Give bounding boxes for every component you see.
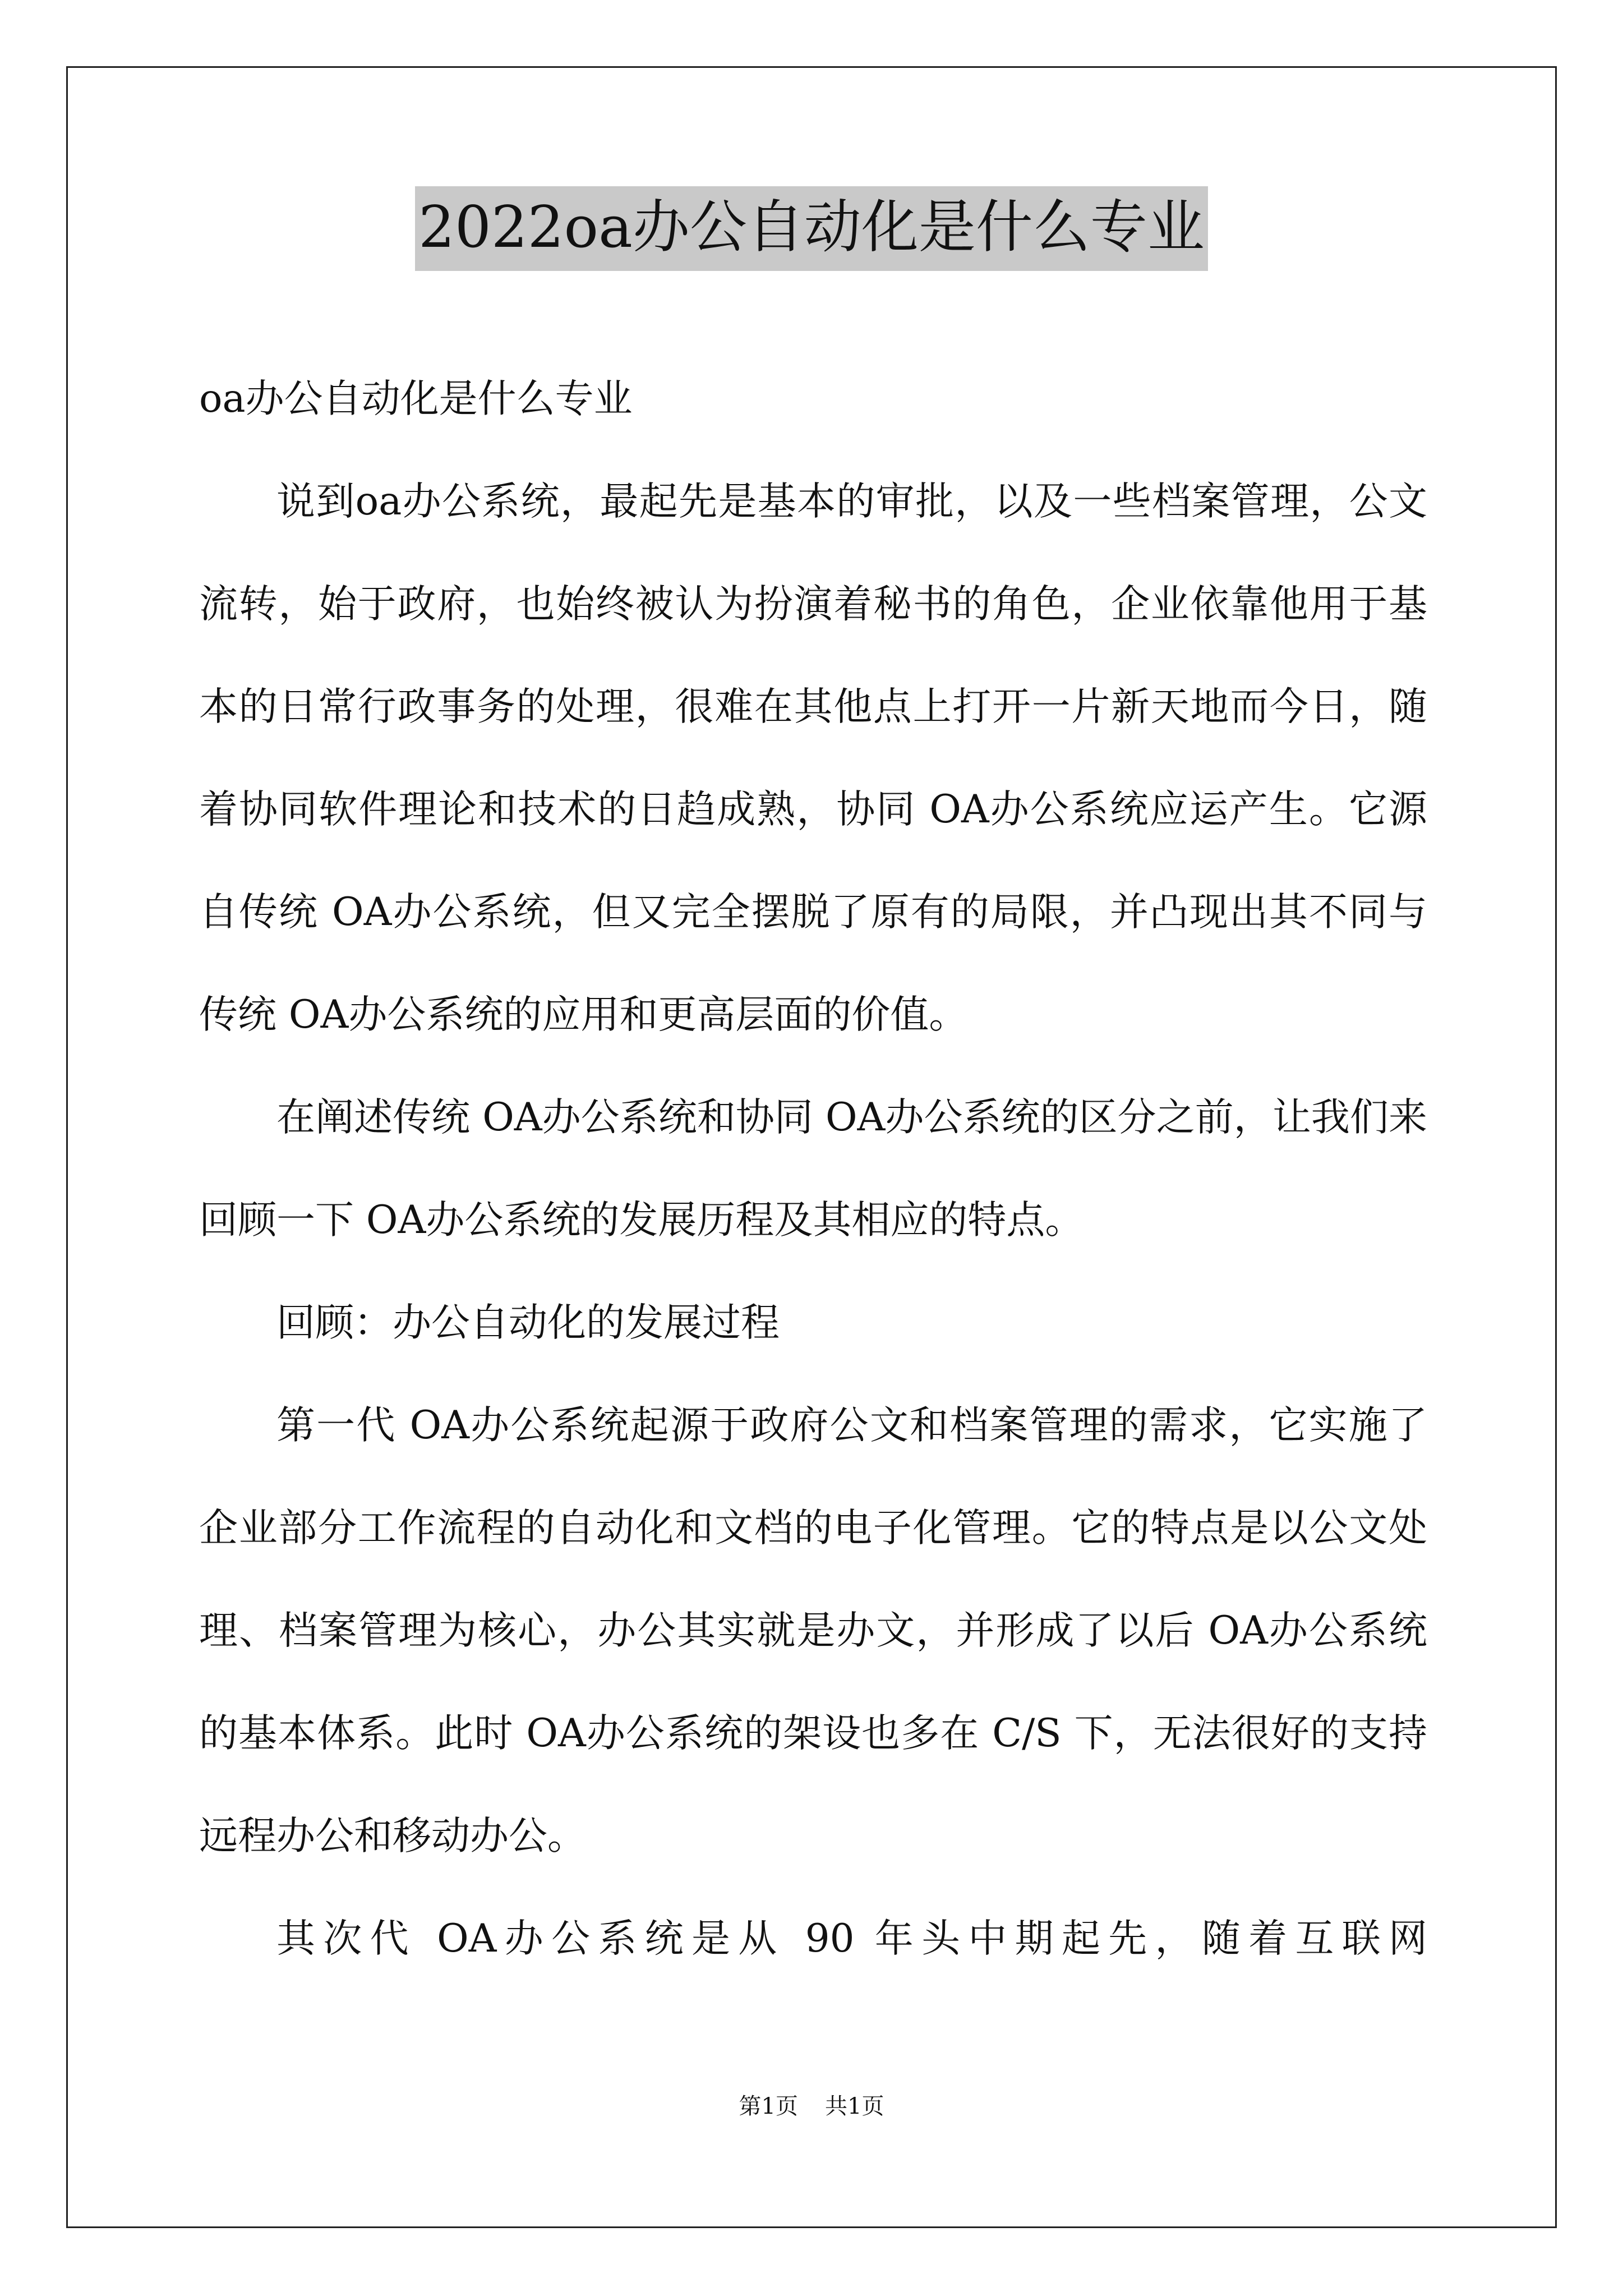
subtitle-paragraph: oa办公自动化是什么专业 [199,376,633,421]
document-body [199,348,1427,1990]
section-heading-paragraph: 回顾：办公自动化的发展过程 [276,1300,780,1345]
body-paragraph: 在阐述传统 OA办公系统和协同 OA办公系统的区分之前，让我们来回顾一下 OA办公系统的发展历程及其相应的特点。 [199,1095,1427,1243]
page-footer [0,2095,1623,2118]
body-paragraph: 说到oa办公系统，最起先是基本的审批，以及一些档案管理，公文流转，始于政府，也始终被认为扮演着秘书的角色，企业依靠他用于基本的日常行政事务的处理，很难在其他点上打开一片新天地而今日，随着协同软件理论和技术的日趋成熟，协同 OA办公系统应运产生。它源自传统 OA办公系统，但又完全摆脱了原有的局限，并凸现出其不同与传统 OA办公系统的应用和更高层面的价值。 [199,479,1427,1037]
body-paragraph: 其次代 OA办公系统是从 90 年头中期起先，随着互联网 [276,1916,1427,1961]
document-title [0,194,1623,261]
page-number: 第1页 [739,2093,798,2119]
body-paragraph: 第一代 OA办公系统起源于政府公文和档案管理的需求，它实施了企业部分工作流程的自动化和文档的电子化管理。它的特点是以公文处理、档案管理为核心，办公其实就是办文，并形成了以后 OA办公系统的基本体系。此时 OA办公系统的架设也多在 C/S 下，无法很好的支持远程办公和移动办公。 [199,1403,1427,1858]
document-title-text: 2022oa办公自动化是什么专业 [415,186,1208,271]
page-total: 共1页 [825,2093,884,2119]
